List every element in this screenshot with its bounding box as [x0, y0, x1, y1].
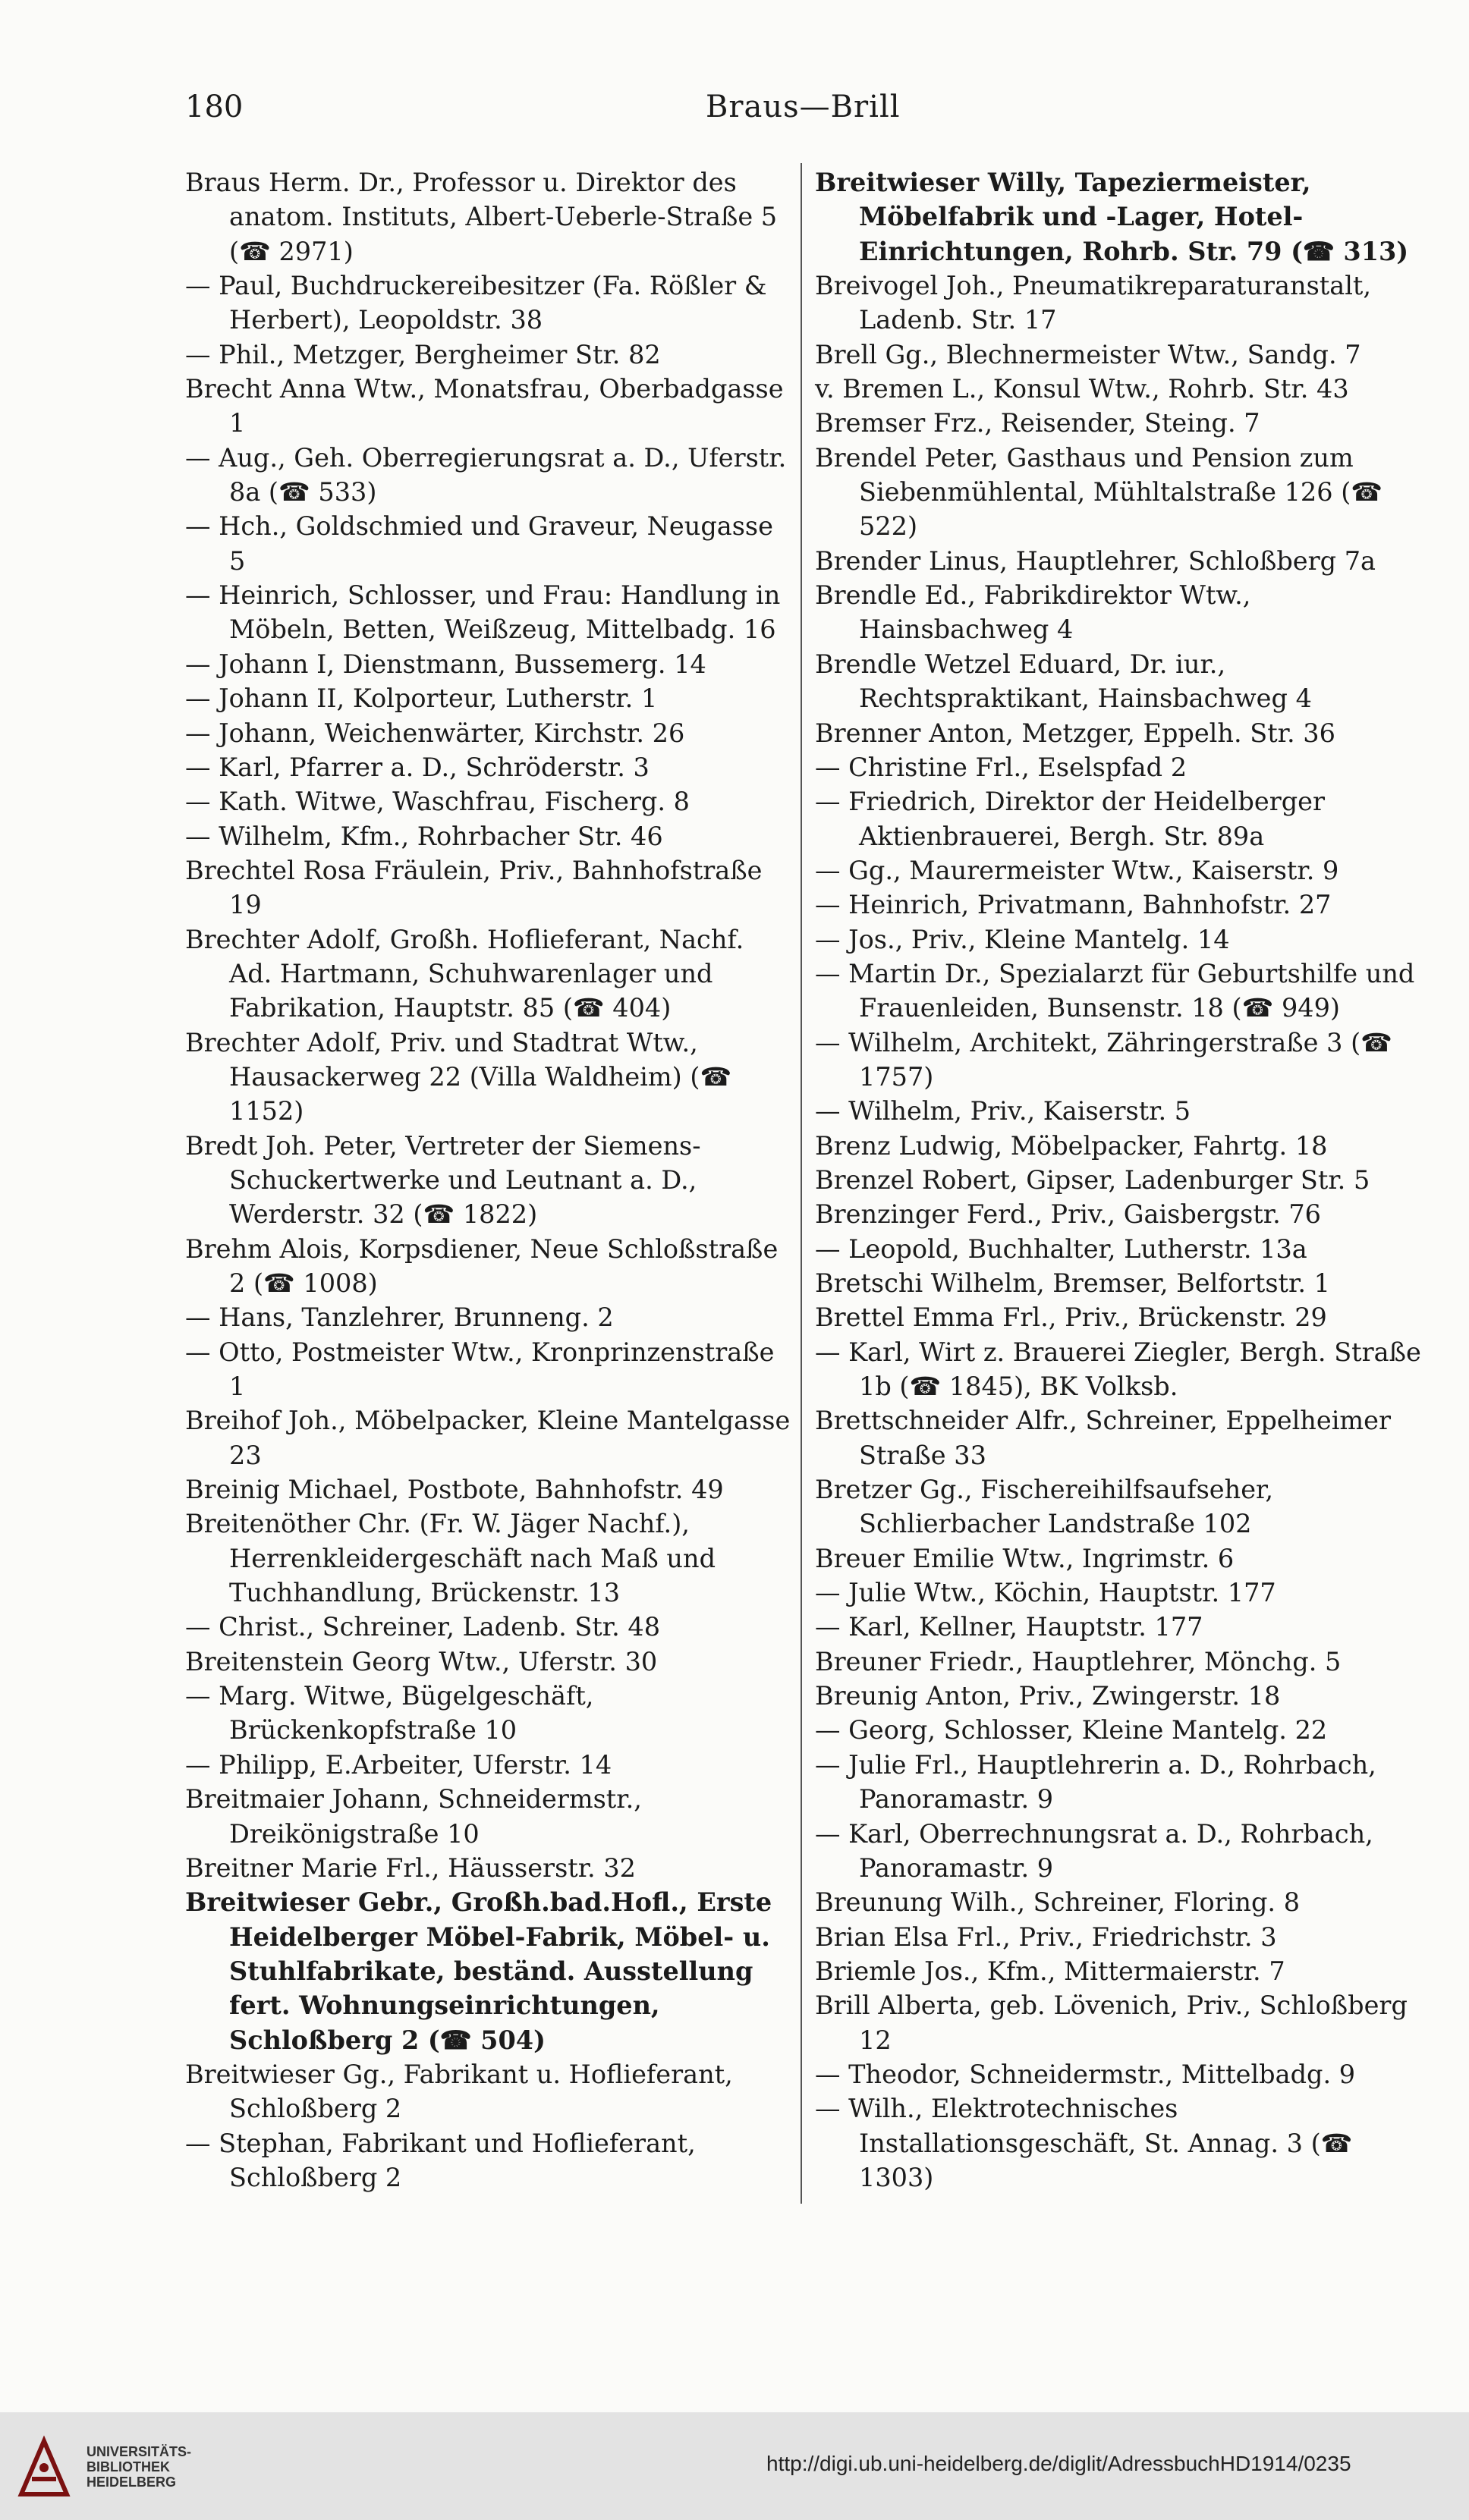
footer-bar [0, 2412, 1469, 2520]
directory-entry: Brehm Alois, Korpsdiener, Neue Schloßstraße 2 (☎ 1008) [185, 1233, 779, 1298]
directory-entry: Brettel Emma Frl., Priv., Brückenstr. 29 [815, 1302, 1327, 1333]
directory-entry: Breinig Michael, Postbote, Bahnhofstr. 49 [185, 1475, 724, 1505]
directory-entry: Brender Linus, Hauptlehrer, Schloßberg 7a [815, 545, 1376, 576]
directory-entry: Briemle Jos., Kfm., Mittermaierstr. 7 [815, 1956, 1285, 1986]
directory-entry: Brill Alberta, geb. Lövenich, Priv., Schloßberg 12 [815, 1991, 1408, 2055]
directory-entry: Brechter Adolf, Priv. und Stadtrat Wtw., Hausackerweg 22 (Villa Waldheim) (☎ 1152) [185, 1027, 732, 1126]
directory-entry: — Karl, Pfarrer a. D., Schröderstr. 3 [185, 752, 650, 782]
logo-text [87, 2444, 191, 2490]
logo-line-1: UNIVERSITÄTS- [87, 2444, 192, 2459]
directory-entry: Breunung Wilh., Schreiner, Floring. 8 [815, 1887, 1301, 1918]
page-number: 180 [185, 90, 244, 124]
directory-entry: — Wilhelm, Kfm., Rohrbacher Str. 46 [185, 821, 663, 851]
column-divider [801, 163, 802, 2204]
directory-entry: — Wilhelm, Priv., Kaiserstr. 5 [815, 1096, 1191, 1126]
library-seal-icon [14, 2434, 74, 2502]
directory-entry: Brecht Anna Wtw., Monatsfrau, Oberbadgasse 1 [185, 374, 784, 438]
directory-entry: — Jos., Priv., Kleine Mantelg. 14 [815, 924, 1230, 954]
directory-entry: Brenzel Robert, Gipser, Ladenburger Str. 5 [815, 1164, 1370, 1195]
directory-entry: Breitwieser Gebr., Großh.bad.Hofl., Erste Heidelberger Möbel-Fabrik, Möbel- u. Stuhlfabrikate, beständ. Ausstellung fert. Wohnungseinrichtungen, Schloßberg 2 (☎ 504) [185, 1887, 772, 2055]
directory-entry: — Wilh., Elektrotechnisches Installationsgeschäft, St. Annag. 3 (☎ 1303) [815, 2094, 1353, 2192]
directory-entry: — Phil., Metzger, Bergheimer Str. 82 [185, 339, 661, 369]
directory-entry: — Hans, Tanzlehrer, Brunneng. 2 [185, 1302, 614, 1333]
directory-entry: Breitmaier Johann, Schneidermstr., Dreikönigstraße 10 [185, 1784, 642, 1849]
directory-entry: Breitenöther Chr. (Fr. W. Jäger Nachf.), Herrenkleidergeschäft nach Maß und Tuchhandlung, Brückenstr. 13 [185, 1509, 716, 1608]
directory-entry: Breivogel Joh., Pneumatikreparaturanstalt, Ladenb. Str. 17 [815, 271, 1372, 335]
directory-entry: — Wilhelm, Architekt, Zähringerstraße 3 (☎ 1757) [815, 1027, 1392, 1092]
directory-entry: Brenzinger Ferd., Priv., Gaisbergstr. 76 [815, 1199, 1321, 1230]
directory-entry: Brettschneider Alfr., Schreiner, Eppelheimer Straße 33 [815, 1406, 1392, 1470]
directory-entry: Brell Gg., Blechnermeister Wtw., Sandg. 7 [815, 339, 1361, 369]
directory-entry: Breitner Marie Frl., Häusserstr. 32 [185, 1852, 636, 1883]
directory-entry: Breitwieser Willy, Tapeziermeister, Möbelfabrik und -Lager, Hotel-Einrichtungen, Rohrb. Str. 79 (☎ 313) [815, 168, 1409, 266]
page-header [0, 90, 1469, 143]
directory-entry: Braus Herm. Dr., Professor u. Direktor des anatom. Instituts, Albert-Ueberle-Straße 5 (☎ 2971) [185, 168, 778, 266]
directory-entry: — Julie Frl., Hauptlehrerin a. D., Rohrbach, Panoramastr. 9 [815, 1749, 1376, 1815]
directory-entry: Breuer Emilie Wtw., Ingrimstr. 6 [815, 1543, 1235, 1573]
directory-entry: — Karl, Wirt z. Brauerei Ziegler, Bergh. Straße 1b (☎ 1845), BK Volksb. [815, 1337, 1421, 1402]
directory-entry: Brechtel Rosa Fräulein, Priv., Bahnhofstraße 19 [185, 855, 763, 920]
directory-entry: — Heinrich, Privatmann, Bahnhofstr. 27 [815, 890, 1332, 920]
logo-line-2: BIBLIOTHEK [87, 2459, 170, 2474]
logo-line-3: HEIDELBERG [87, 2474, 177, 2490]
directory-entry: Brendle Wetzel Eduard, Dr. iur., Rechtspraktikant, Hainsbachweg 4 [815, 649, 1312, 714]
directory-entry: — Hch., Goldschmied und Graveur, Neugasse 5 [185, 511, 773, 576]
university-library-logo [14, 2434, 226, 2502]
directory-entry: Brenner Anton, Metzger, Eppelh. Str. 36 [815, 718, 1335, 748]
directory-entry: Breuner Friedr., Hauptlehrer, Mönchg. 5 [815, 1646, 1342, 1676]
directory-entry: — Paul, Buchdruckereibesitzer (Fa. Rößler & Herbert), Leopoldstr. 38 [185, 271, 767, 335]
directory-entry: — Marg. Witwe, Bügelgeschäft, Brückenkopfstraße 10 [185, 1681, 594, 1745]
directory-entry: — Gg., Maurermeister Wtw., Kaiserstr. 9 [815, 855, 1339, 885]
directory-entry: — Heinrich, Schlosser, und Frau: Handlung in Möbeln, Betten, Weißzeug, Mittelbadg. 16 [185, 580, 781, 645]
directory-entry: — Christine Frl., Eselspfad 2 [815, 752, 1187, 782]
directory-entry: — Theodor, Schneidermstr., Mittelbadg. 9 [815, 2059, 1356, 2089]
directory-entry: — Philipp, E.Arbeiter, Uferstr. 14 [185, 1749, 612, 1780]
directory-entry: — Martin Dr., Spezialarzt für Geburtshilfe und Frauenleiden, Bunsenstr. 18 (☎ 949) [815, 958, 1415, 1023]
directory-entry: Breunig Anton, Priv., Zwingerstr. 18 [815, 1681, 1281, 1711]
directory-entry: Bremser Frz., Reisender, Steing. 7 [815, 408, 1260, 438]
running-title: Braus—Brill [706, 90, 901, 124]
directory-entry: Breitenstein Georg Wtw., Uferstr. 30 [185, 1646, 658, 1676]
source-url-link[interactable]: http://digi.ub.uni-heidelberg.de/diglit/AdressbuchHD1914/0235 [766, 2452, 1351, 2475]
right-column [815, 165, 1423, 2195]
directory-entry: — Kath. Witwe, Waschfrau, Fischerg. 8 [185, 787, 690, 817]
directory-entry: — Georg, Schlosser, Kleine Mantelg. 22 [815, 1715, 1328, 1745]
directory-entry: Brendle Ed., Fabrikdirektor Wtw., Hainsbachweg 4 [815, 580, 1251, 645]
directory-entry: — Karl, Oberrechnungsrat a. D., Rohrbach, Panoramastr. 9 [815, 1818, 1373, 1883]
left-column [185, 165, 792, 2195]
directory-entry: — Friedrich, Direktor der Heidelberger Aktienbrauerei, Bergh. Str. 89a [815, 787, 1325, 851]
directory-entry: Bretschi Wilhelm, Bremser, Belfortstr. 1 [815, 1268, 1330, 1298]
directory-entry: — Johann II, Kolporteur, Lutherstr. 1 [185, 683, 658, 714]
directory-entry: Bretzer Gg., Fischereihilfsaufseher, Schlierbacher Landstraße 102 [815, 1475, 1274, 1539]
directory-entry: — Karl, Kellner, Hauptstr. 177 [815, 1612, 1203, 1642]
directory-entry: — Christ., Schreiner, Ladenb. Str. 48 [185, 1612, 661, 1642]
directory-entry: — Otto, Postmeister Wtw., Kronprinzenstraße 1 [185, 1337, 775, 1402]
directory-entry: Breihof Joh., Möbelpacker, Kleine Mantelgasse 23 [185, 1406, 791, 1470]
directory-entry: Bredt Joh. Peter, Vertreter der Siemens-Schuckertwerke und Leutnant a. D., Werderstr. 32 (☎ 1822) [185, 1130, 701, 1230]
directory-entry: Brenz Ludwig, Möbelpacker, Fahrtg. 18 [815, 1130, 1328, 1161]
directory-entry: — Stephan, Fabrikant und Hoflieferant, Schloßberg 2 [185, 2128, 696, 2192]
directory-entry: Brendel Peter, Gasthaus und Pension zum Siebenmühlental, Mühltalstraße 126 (☎ 522) [815, 442, 1383, 542]
directory-entry: Brechter Adolf, Großh. Hoflieferant, Nachf. Ad. Hartmann, Schuhwarenlager und Fabrikation, Hauptstr. 85 (☎ 404) [185, 924, 744, 1023]
directory-entry: Brian Elsa Frl., Priv., Friedrichstr. 3 [815, 1921, 1277, 1952]
directory-entry: — Leopold, Buchhalter, Lutherstr. 13a [815, 1233, 1307, 1264]
directory-entry: — Aug., Geh. Oberregierungsrat a. D., Uferstr. 8a (☎ 533) [185, 442, 787, 507]
directory-entry: — Julie Wtw., Köchin, Hauptstr. 177 [815, 1578, 1276, 1608]
directory-entry: Breitwieser Gg., Fabrikant u. Hoflieferant, Schloßberg 2 [185, 2059, 733, 2124]
directory-entry: — Johann, Weichenwärter, Kirchstr. 26 [185, 718, 685, 748]
directory-entry: v. Bremen L., Konsul Wtw., Rohrb. Str. 43 [815, 374, 1349, 404]
directory-entry: — Johann I, Dienstmann, Bussemerg. 14 [185, 649, 706, 679]
